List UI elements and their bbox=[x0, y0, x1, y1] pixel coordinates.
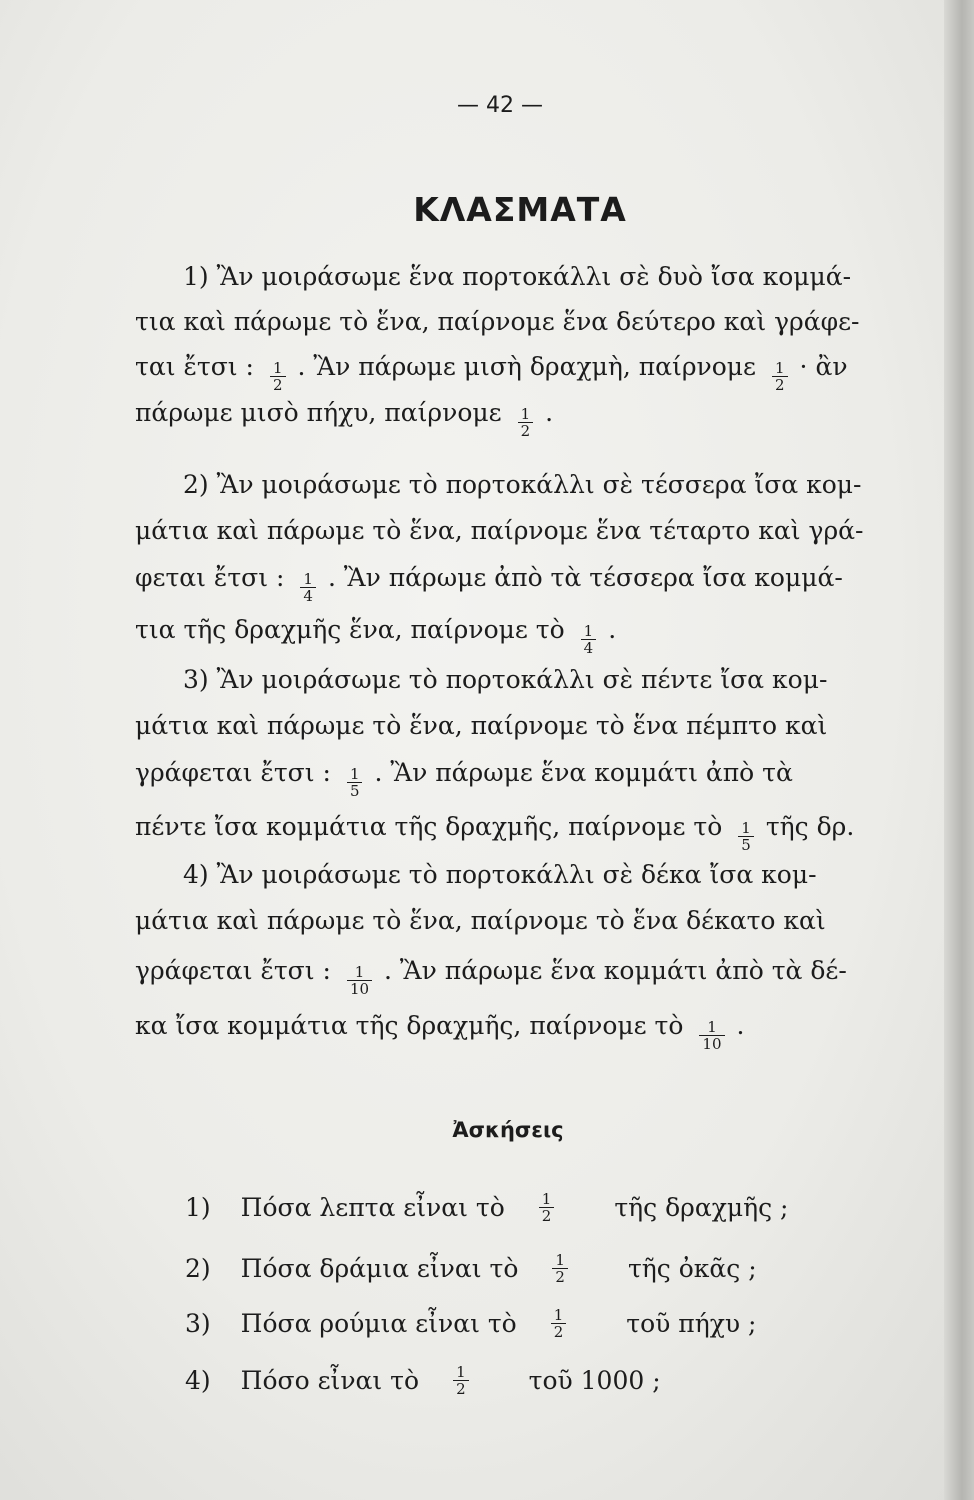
fraction-one-fifth: $\frac{1}{5}$ bbox=[738, 820, 754, 853]
p1-line-3: ται ἔτσι : $\frac{1}{2}$ . Ἂν πάρωμε μισὴ δραχμὴ, παίρνομε $\frac{1}{2}$ · ἂν bbox=[135, 352, 848, 394]
exercise-item: 4) Πόσο εἶναι τὸ $\frac{1}{2}$ τοῦ 1000 ; bbox=[185, 1363, 661, 1398]
fraction-one-quarter: $\frac{1}{4}$ bbox=[581, 623, 597, 656]
p1-line-1: 1) Ἂν μοιράσωμε ἕνα πορτοκάλλι σὲ δυὸ ἴσα κομμά- bbox=[183, 262, 852, 291]
p4-line-3: γράφεται ἔτσι : $\frac{1}{10}$ . Ἂν πάρωμε ἕνα κομμάτι ἀπὸ τὰ δέ- bbox=[135, 956, 847, 998]
p4-line-1: 4) Ἂν μοιράσωμε τὸ πορτοκάλλι σὲ δέκα ἴσα κομ- bbox=[183, 860, 817, 889]
p3-line-3: γράφεται ἔτσι : $\frac{1}{5}$ . Ἂν πάρωμε ἕνα κομμάτι ἀπὸ τὰ bbox=[135, 758, 793, 800]
p1-line-2: τια καὶ πάρωμε τὸ ἕνα, παίρνομε ἕνα δεύτερο καὶ γράφε- bbox=[135, 307, 860, 336]
p2-line-2: μάτια καὶ πάρωμε τὸ ἕνα, παίρνομε ἕνα τέταρτο καὶ γρά- bbox=[135, 516, 864, 545]
fraction-one-half: $\frac{1}{2}$ bbox=[518, 406, 534, 439]
exercise-item: 2) Πόσα δράμια εἶναι τὸ $\frac{1}{2}$ τῆς ὀκᾶς ; bbox=[185, 1251, 757, 1286]
fraction-one-fifth: $\frac{1}{5}$ bbox=[347, 766, 363, 799]
exercise-item: 3) Πόσα ρούμια εἶναι τὸ $\frac{1}{2}$ τοῦ πήχυ ; bbox=[185, 1306, 757, 1341]
p3-line-1: 3) Ἂν μοιράσωμε τὸ πορτοκάλλι σὲ πέντε ἴσα κομ- bbox=[183, 665, 828, 694]
fraction-one-half: $\frac{1}{2}$ bbox=[453, 1364, 499, 1397]
fraction-one-quarter: $\frac{1}{4}$ bbox=[300, 571, 316, 604]
p3-line-4: πέντε ἴσα κομμάτια τῆς δραχμῆς, παίρνομε τὸ $\frac{1}{5}$ τῆς δρ. bbox=[135, 812, 855, 854]
p1-line-4: πάρωμε μισὸ πήχυ, παίρνομε $\frac{1}{2}$ . bbox=[135, 398, 554, 440]
fraction-one-half: $\frac{1}{2}$ bbox=[552, 1252, 598, 1285]
fraction-one-half: $\frac{1}{2}$ bbox=[539, 1191, 585, 1224]
fraction-one-tenth: $\frac{1}{10}$ bbox=[699, 1019, 724, 1052]
fraction-one-half: $\frac{1}{2}$ bbox=[551, 1307, 597, 1340]
p3-line-2: μάτια καὶ πάρωμε τὸ ἕνα, παίρνομε τὸ ἕνα πέμπτο καὶ bbox=[135, 711, 828, 740]
fraction-one-half: $\frac{1}{2}$ bbox=[270, 360, 286, 393]
p2-line-1: 2) Ἂν μοιράσωμε τὸ πορτοκάλλι σὲ τέσσερα ἴσα κομ- bbox=[183, 470, 862, 499]
p2-line-4: τια τῆς δραχμῆς ἕνα, παίρνομε τὸ $\frac{1}{4}$ . bbox=[135, 615, 617, 657]
exercise-item: 1) Πόσα λεπτα εἶναι τὸ $\frac{1}{2}$ τῆς δραχμῆς ; bbox=[185, 1190, 789, 1225]
chapter-title: ΚΛΑΣΜΑΤΑ bbox=[413, 190, 627, 229]
fraction-one-tenth: $\frac{1}{10}$ bbox=[347, 964, 372, 997]
p2-line-3: φεται ἔτσι : $\frac{1}{4}$ . Ἂν πάρωμε ἀπὸ τὰ τέσσερα ἴσα κομμά- bbox=[135, 563, 843, 605]
p4-line-2: μάτια καὶ πάρωμε τὸ ἕνα, παίρνομε τὸ ἕνα δέκατο καὶ bbox=[135, 906, 826, 935]
page-number: — 42 — bbox=[457, 93, 543, 118]
exercises-heading: Ἀσκήσεις bbox=[452, 1118, 564, 1142]
fraction-one-half: $\frac{1}{2}$ bbox=[772, 360, 788, 393]
p4-line-4: κα ἴσα κομμάτια τῆς δραχμῆς, παίρνομε τὸ $\frac{1}{10}$ . bbox=[135, 1011, 745, 1053]
